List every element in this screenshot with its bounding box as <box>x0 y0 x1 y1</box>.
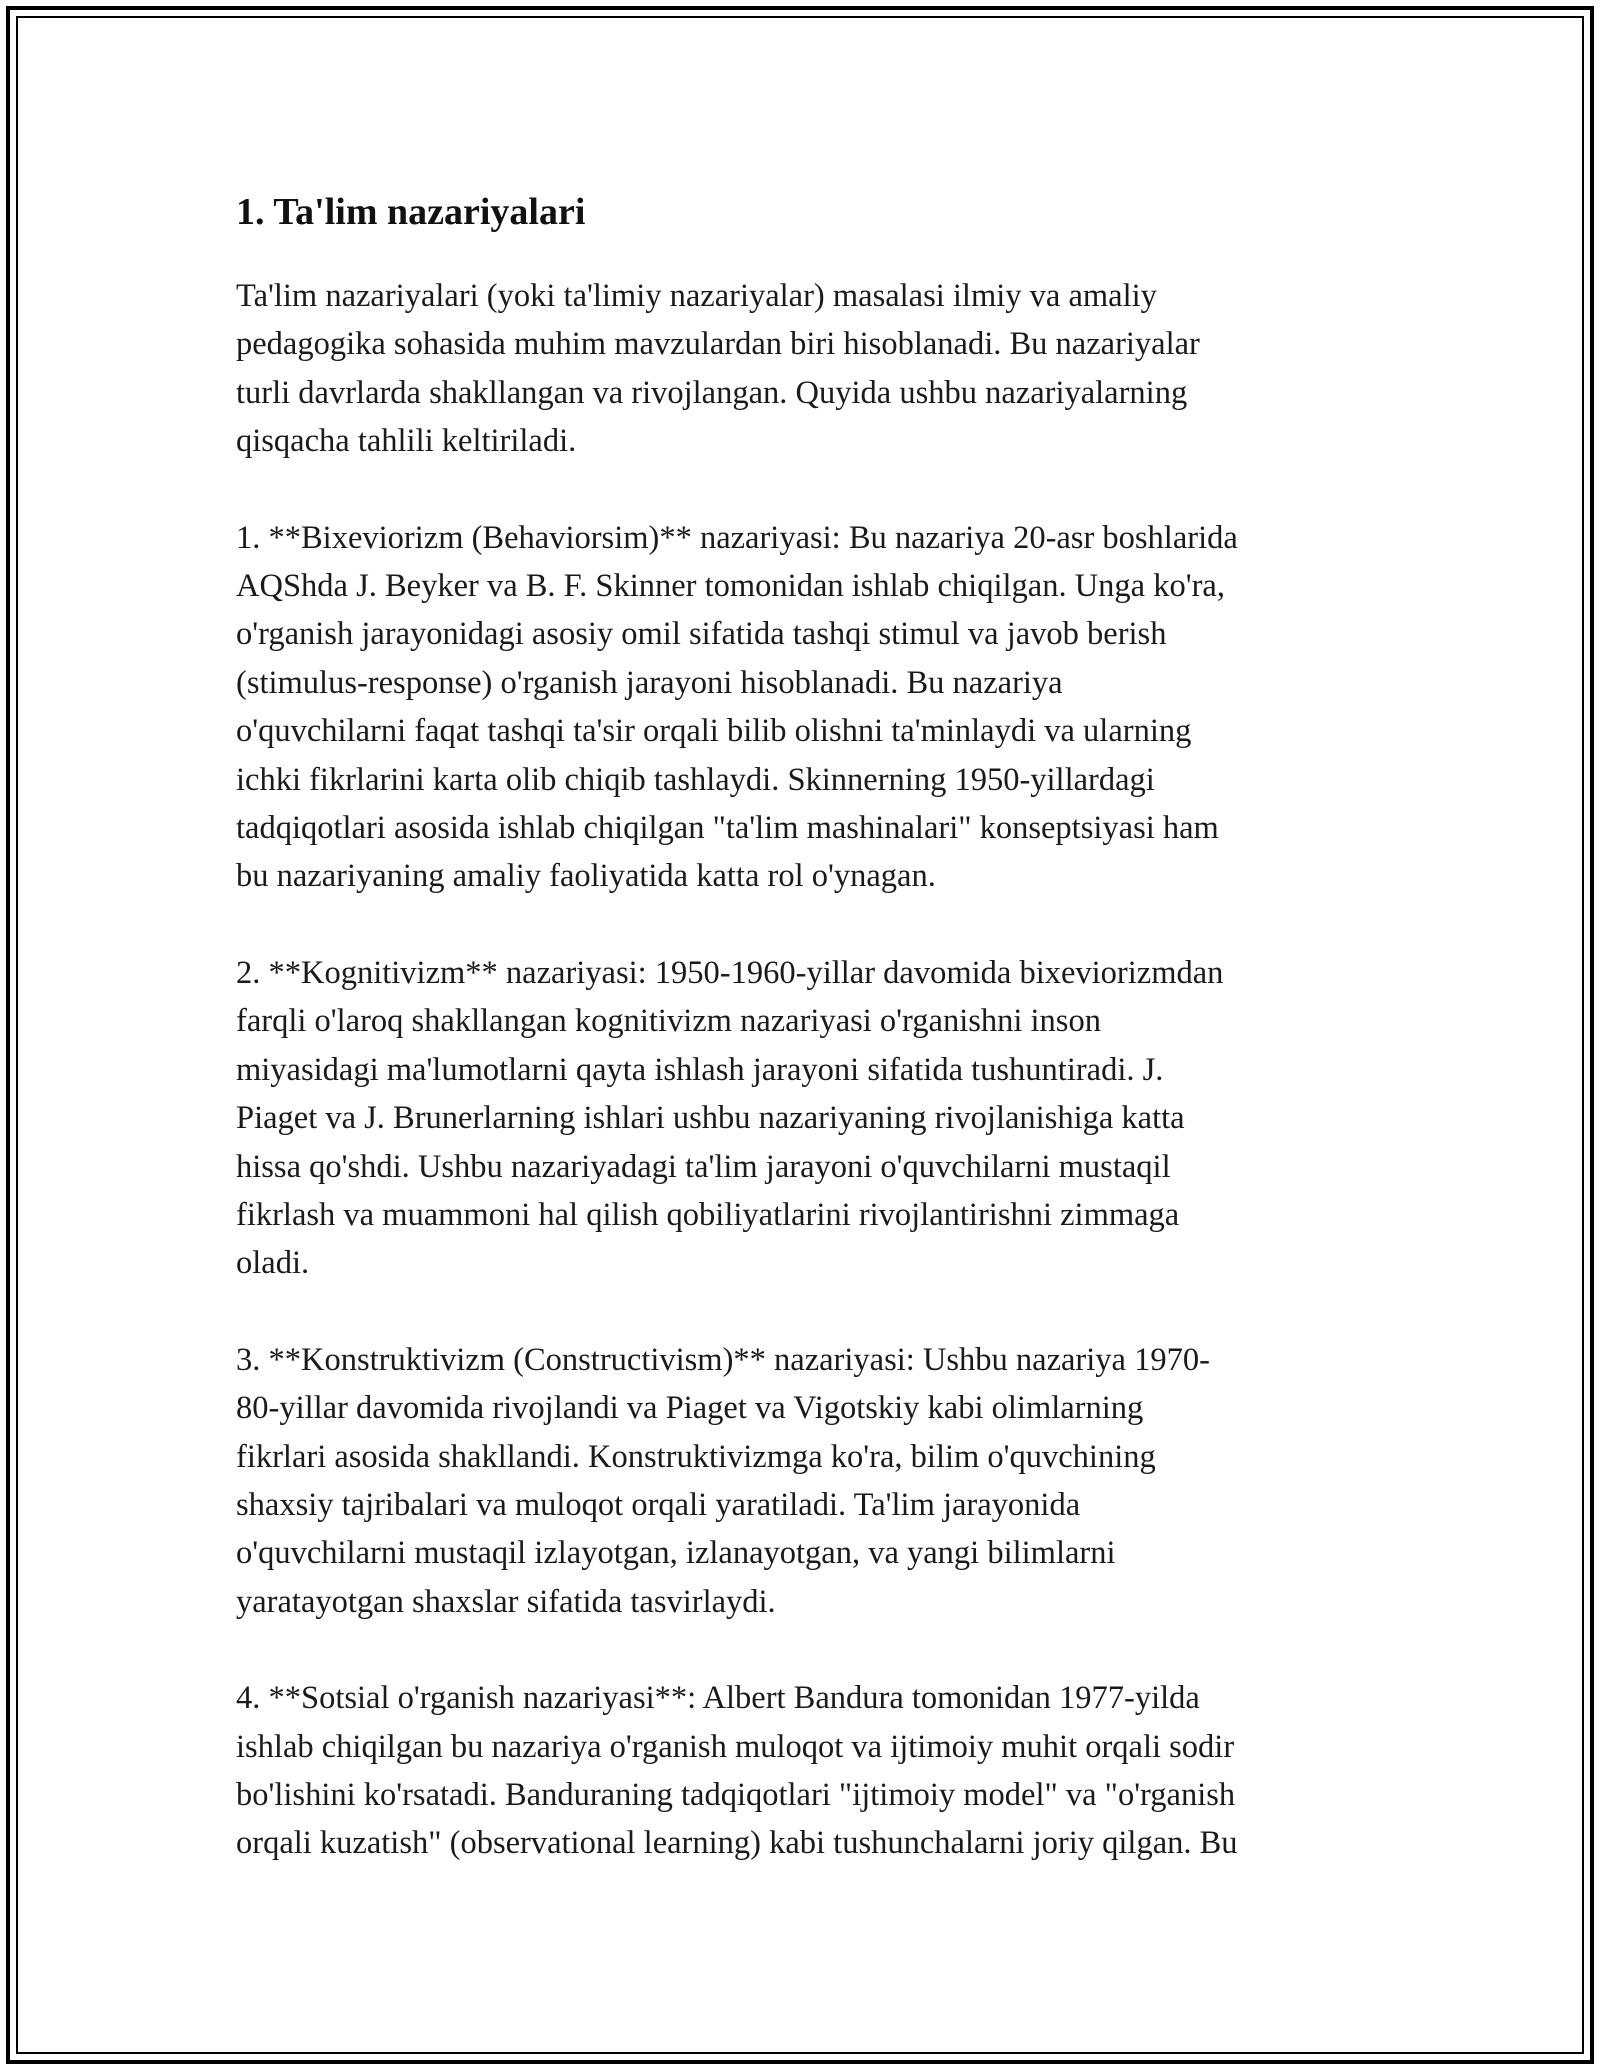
text-line: miyasidagi ma'lumotlarni qayta ishlash jarayoni sifatida tushuntiradi. J. <box>236 1051 1164 1088</box>
intro-paragraph <box>236 272 1376 466</box>
section-constructivism <box>236 1336 1376 1626</box>
text-line: shaxsiy tajribalari va muloqot orqali yaratiladi. Ta'lim jarayonida <box>236 1486 1081 1523</box>
text-line: 80-yillar davomida rivojlandi va Piaget va Vigotskiy kabi olimlarning <box>236 1390 1144 1427</box>
document-body <box>236 186 1376 1916</box>
text-line: Piaget va J. Brunerlarning ishlari ushbu nazariyaning rivojlanishiga katta <box>236 1100 1185 1137</box>
text-line: ichki fikrlarini karta olib chiqib tashlaydi. Skinnerning 1950-yillardagi <box>236 761 1155 798</box>
text-line: farqli o'laroq shakllangan kognitivizm nazariyasi o'rganishni inson <box>236 1003 1101 1040</box>
text-line: 4. **Sotsial o'rganish nazariyasi**: Albert Bandura tomonidan 1977-yilda <box>236 1680 1200 1717</box>
section-social-learning <box>236 1674 1376 1868</box>
text-line: bu nazariyaning amaliy faoliyatida katta rol o'ynagan. <box>236 858 936 895</box>
text-line: orqali kuzatish" (observational learning) kabi tushunchalarni joriy qilgan. Bu <box>236 1825 1238 1862</box>
text-line: oladi. <box>236 1245 310 1282</box>
text-line: turli davrlarda shakllangan va rivojlangan. Quyida ushbu nazariyalarning <box>236 374 1188 411</box>
text-line: fikrlari asosida shakllandi. Konstruktivizmga ko'ra, bilim o'quvchining <box>236 1438 1156 1475</box>
text-line: 1. **Bixeviorizm (Behaviorsim)** nazariyasi: Bu nazariya 20-asr boshlarida <box>236 519 1238 556</box>
text-line: o'quvchilarni faqat tashqi ta'sir orqali bilib olishni ta'minlaydi va ularning <box>236 713 1192 750</box>
section-cognitivism <box>236 949 1376 1288</box>
text-line: o'rganish jarayonidagi asosiy omil sifatida tashqi stimul va javob berish <box>236 616 1167 653</box>
text-line: o'quvchilarni mustaqil izlayotgan, izlanayotgan, va yangi bilimlarni <box>236 1535 1116 1572</box>
section-behaviorism <box>236 514 1376 901</box>
text-line: yaratayotgan shaxslar sifatida tasvirlaydi. <box>236 1583 776 1620</box>
text-line: 2. **Kognitivizm** nazariyasi: 1950-1960-yillar davomida bixeviorizmdan <box>236 954 1224 991</box>
text-line: Ta'lim nazariyalari (yoki ta'limiy nazariyalar) masalasi ilmiy va amaliy <box>236 278 1157 314</box>
text-line: fikrlash va muammoni hal qilish qobiliyatlarini rivojlantirishni zimmaga <box>236 1196 1180 1233</box>
text-line: pedagogika sohasida muhim mavzulardan biri hisoblanadi. Bu nazariyalar <box>236 326 1200 363</box>
text-line: ishlab chiqilgan bu nazariya o'rganish muloqot va ijtimoiy muhit orqali sodir <box>236 1728 1235 1765</box>
text-line: (stimulus-response) o'rganish jarayoni hisoblanadi. Bu nazariya <box>236 664 1063 701</box>
text-line: hissa qo'shdi. Ushbu nazariyadagi ta'lim jarayoni o'quvchilarni mustaqil <box>236 1148 1171 1185</box>
document-title: 1. Ta'lim nazariyalari <box>236 191 586 233</box>
text-line: qisqacha tahlili keltiriladi. <box>236 423 577 460</box>
text-line: 3. **Konstruktivizm (Constructivism)** nazariyasi: Ushbu nazariya 1970- <box>236 1341 1210 1378</box>
text-line: tadqiqotlari asosida ishlab chiqilgan "ta'lim mashinalari" konseptsiyasi ham <box>236 810 1219 847</box>
text-line: AQShda J. Beyker va B. F. Skinner tomonidan ishlab chiqilgan. Unga ko'ra, <box>236 568 1225 605</box>
text-line: bo'lishini ko'rsatadi. Banduraning tadqiqotlari "ijtimoiy model" va "o'rganish <box>236 1776 1236 1813</box>
